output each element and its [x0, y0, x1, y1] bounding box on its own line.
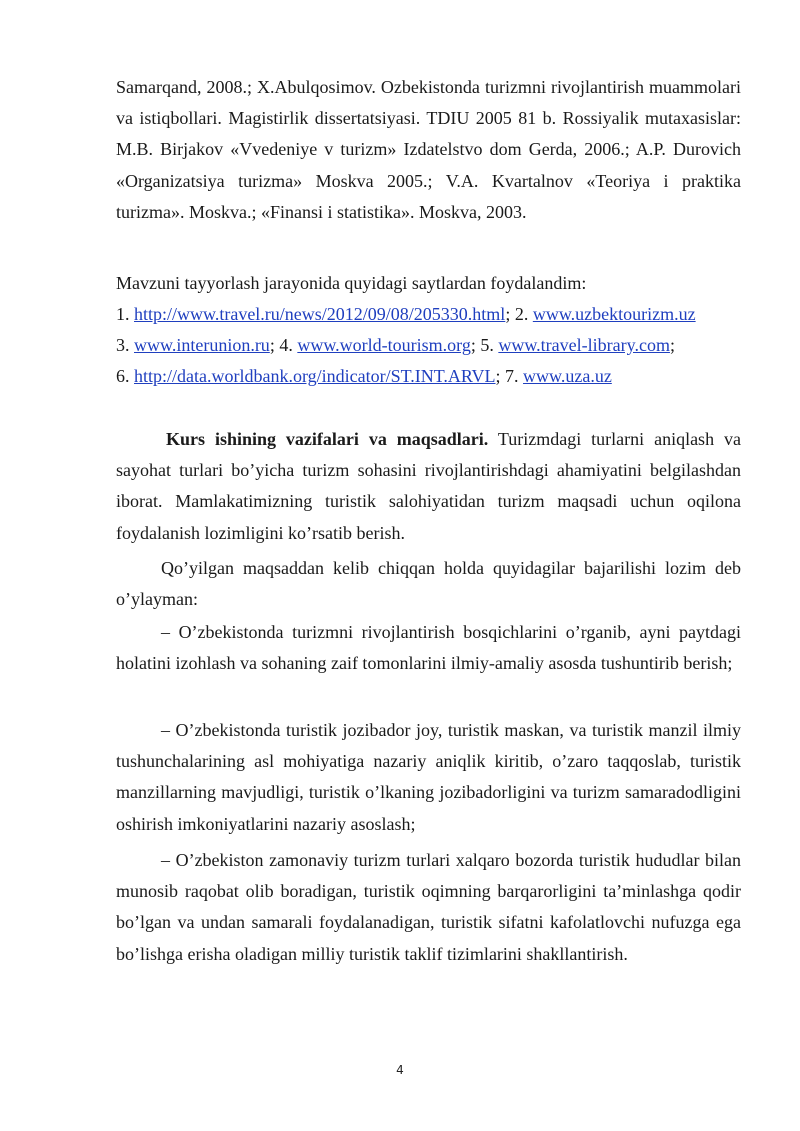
- site-separator: ;: [669, 335, 675, 355]
- site-link[interactable]: http://data.worldbank.org/indicator/ST.INT.ARVL: [134, 366, 496, 386]
- site-number: 2.: [514, 304, 533, 324]
- site-separator: ;: [505, 304, 515, 324]
- site-link[interactable]: http://www.travel.ru/news/2012/09/08/205330.html: [134, 304, 506, 324]
- site-number: 7.: [505, 366, 524, 386]
- section-heading: Kurs ishining vazifalari va maqsadlari.: [166, 429, 489, 449]
- page-number: 4: [396, 1063, 404, 1077]
- site-link[interactable]: www.uza.uz: [523, 366, 612, 386]
- goal-paragraph: Qo’yilgan maqsaddan kelib chiqqan holda quyidagilar bajarilishi lozim deb o’ylayman:: [116, 558, 741, 610]
- site-link[interactable]: www.uzbektourizm.uz: [532, 304, 696, 324]
- list-item: – O’zbekistonda turizmni rivojlantirish bosqichlarini o’rganib, ayni paytdagi holatini izohlash va sohaning zaif tomonlarini ilmiy-amaliy asosda tushuntirib berish;: [116, 622, 741, 674]
- site-number: 1.: [116, 304, 134, 324]
- sites-intro: Mavzuni tayyorlash jarayonida quyidagi saytlardan foydalandim:: [116, 273, 587, 293]
- site-link[interactable]: www.interunion.ru: [134, 335, 270, 355]
- sites-line-3: [116, 361, 741, 392]
- site-separator: ;: [470, 335, 481, 355]
- site-number: 3.: [116, 335, 134, 355]
- site-number: 4.: [279, 335, 298, 355]
- sites-line-1: [116, 299, 741, 330]
- site-number: 6.: [116, 366, 134, 386]
- tasks-paragraph: [116, 424, 741, 549]
- sites-line-2: [116, 330, 741, 361]
- references-paragraph: Samarqand, 2008.; X.Abulqosimov. Ozbekistonda turizmni rivojlantirish muammolari va istiqbollari. Magistirlik dissertatsiyasi. TDIU 2005 81 b. Rossiyalik mutaxasislar: M.B. Birjakov «Vvedeniye v turizm» Izdatelstvo dom Gerda, 2006.; A.P. Durovich «Organizatsiya turizma» Moskva 2005.; V.A. Kvartalnov «Teoriya i praktika turizma». Moskva.; «Finansi i statistika». Moskva, 2003.: [116, 77, 741, 222]
- site-link[interactable]: www.travel-library.com: [498, 335, 670, 355]
- site-separator: ;: [269, 335, 280, 355]
- site-separator: ;: [495, 366, 506, 386]
- list-item: – O’zbekistonda turistik jozibador joy, turistik maskan, va turistik manzil ilmiy tushunchalarining asl mohiyatiga nazariy aniqlik kiritib, o’zaro taqqoslab, turistik manzillarning mavjudligi, turistik o’lkaning jozibadorligini va turizm samaradodligini oshirish imkoniyatlarini nazariy asoslash;: [116, 720, 741, 834]
- site-link[interactable]: www.world-tourism.org: [297, 335, 471, 355]
- site-number: 5.: [480, 335, 499, 355]
- list-item: – O’zbekiston zamonaviy turizm turlari xalqaro bozorda turistik hududlar bilan munosib raqobat olib boradigan, turistik oqimning barqarorligini ta’minlashga qodir bo’lgan va undan samarali foydalanadigan, turistik sifatni kafolatlovchi nufuzga ega bo’lishga erisha oladigan milliy turistik taklif tizimlarini shakllantirish.: [116, 850, 741, 964]
- tasks-text: Turizmdagi turlarni aniqlash va sayohat turlari bo’yicha turizm sohasini rivojlantirishdagi ahamiyatini belgilashdan iborat. Mamlakatimizning turistik salohiyatidan turizm maqsadi uchun oqilona foydalanish lozimligini ko’rsatib berish.: [116, 429, 741, 543]
